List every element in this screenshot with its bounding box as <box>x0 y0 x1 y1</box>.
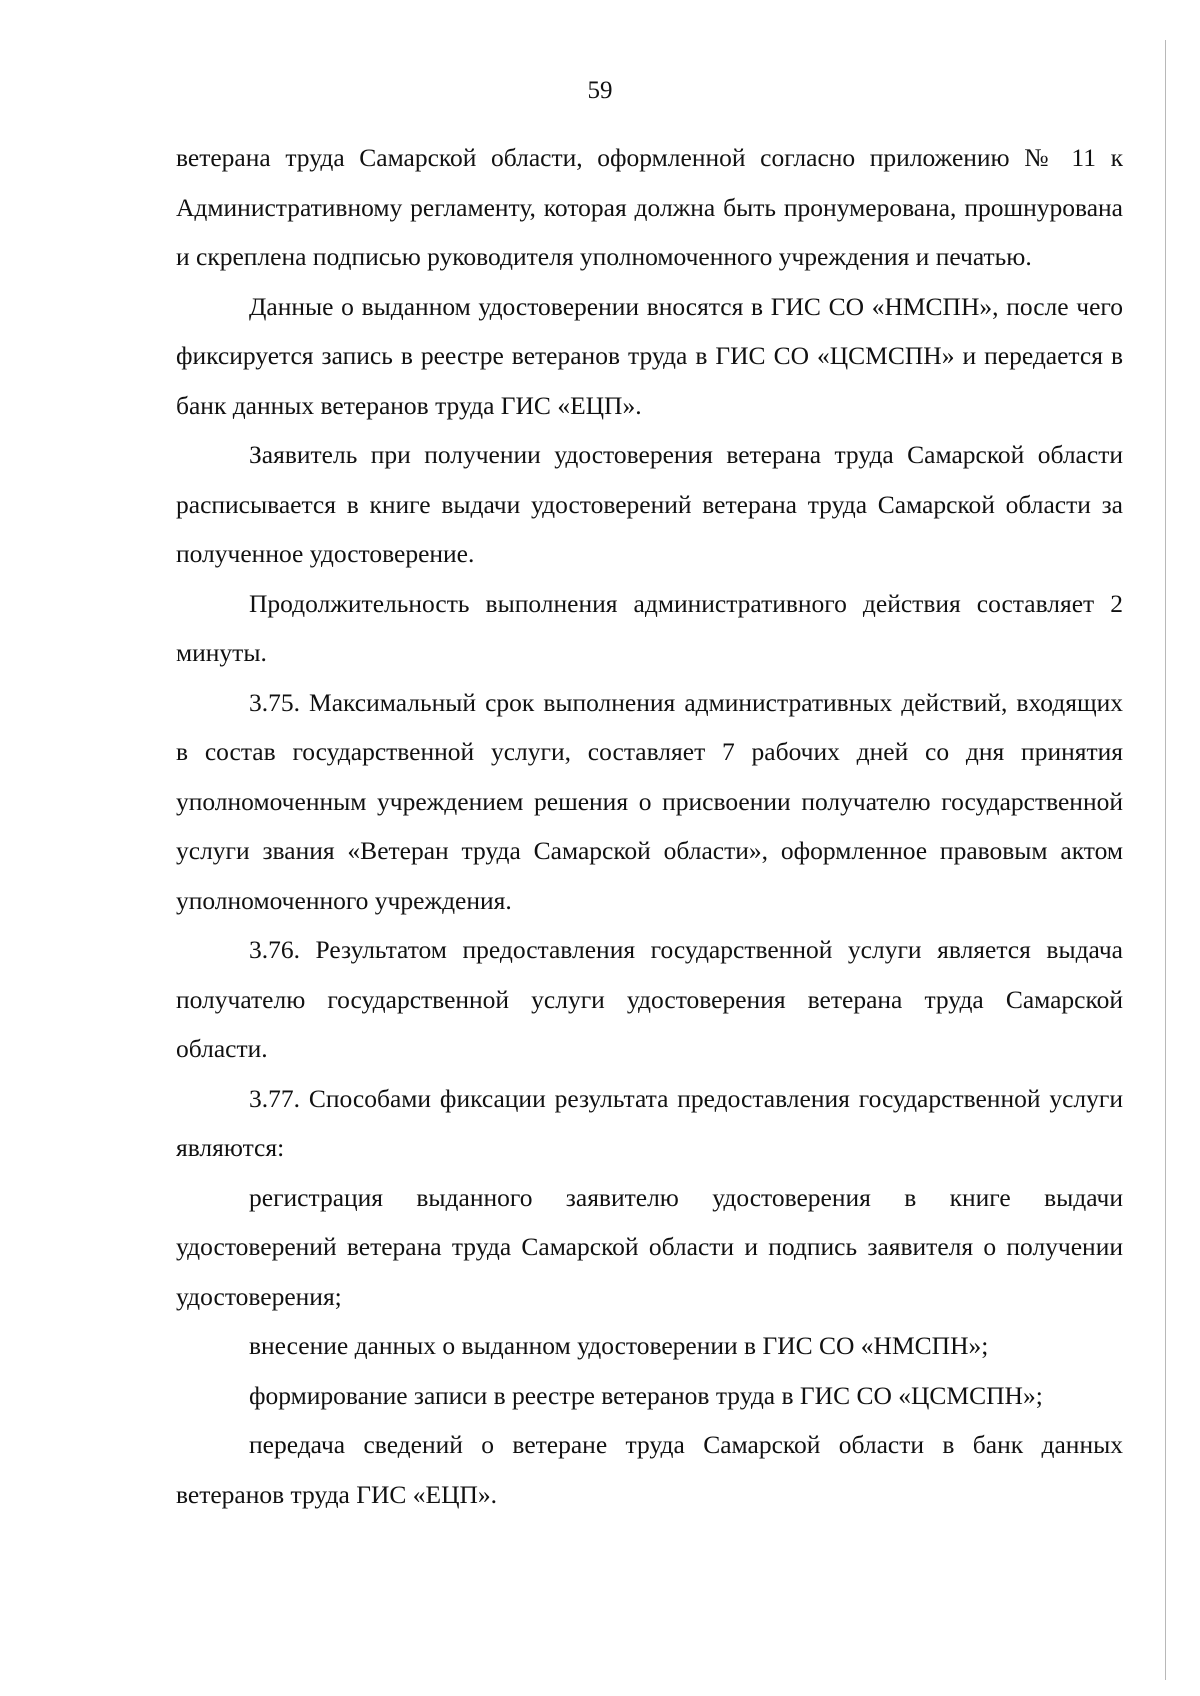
paragraph-clause-3-76: 3.76. Результатом предоставления государственной услуги является выдача получателю государственной услуги удостоверения ветерана труда Самарской области. <box>176 935 1123 1063</box>
document-body <box>176 133 1123 1519</box>
list-item-data-transfer: передача сведений о ветеране труда Самарской области в банк данных ветеранов труда ГИС «ЕЦП». <box>176 1430 1123 1509</box>
list-item-registration: регистрация выданного заявителю удостоверения в книге выдачи удостоверений ветерана труда Самарской области и подпись заявителя о получении удостоверения; <box>176 1182 1123 1311</box>
page-number: 59 <box>587 77 613 104</box>
paragraph-clause-3-75: 3.75. Максимальный срок выполнения административных действий, входящих в состав государственной услуги, составляет 7 рабочих дней со дня принятия уполномоченным учреждением решения о присвоении получателю государственной услуги звания «Ветеран труда Самарской области», оформленное правовым актом уполномоченного учреждения. <box>176 687 1123 915</box>
paragraph-clause-3-77: 3.77. Способами фиксации результата предоставления государственной услуги являются: <box>176 1083 1123 1162</box>
scan-edge-line <box>1165 40 1166 1680</box>
paragraph-duration: Продолжительность выполнения административного действия составляет 2 минуты. <box>176 588 1123 667</box>
list-item-registry-record: формирование записи в реестре ветеранов труда в ГИС СО «ЦСМСПН»; <box>249 1380 1043 1410</box>
paragraph-data-entry: Данные о выданном удостоверении вносятся в ГИС СО «НМСПН», после чего фиксируется запись в реестре ветеранов труда в ГИС СО «ЦСМСПН» и передается в банк данных ветеранов труда ГИС «ЕЦП». <box>176 291 1123 420</box>
paragraph-certificate-book: ветерана труда Самарской области, оформленной согласно приложению № 11 к Административному регламенту, которая должна быть пронумерована, прошнурована и скреплена подписью руководителя уполномоченного учреждения и печатью. <box>176 143 1123 271</box>
paragraph-applicant-signature: Заявитель при получении удостоверения ветерана труда Самарской области расписывается в книге выдачи удостоверений ветерана труда Самарской области за полученное удостоверение. <box>176 440 1123 568</box>
list-item-data-entry: внесение данных о выданном удостоверении в ГИС СО «НМСПН»; <box>249 1331 989 1360</box>
